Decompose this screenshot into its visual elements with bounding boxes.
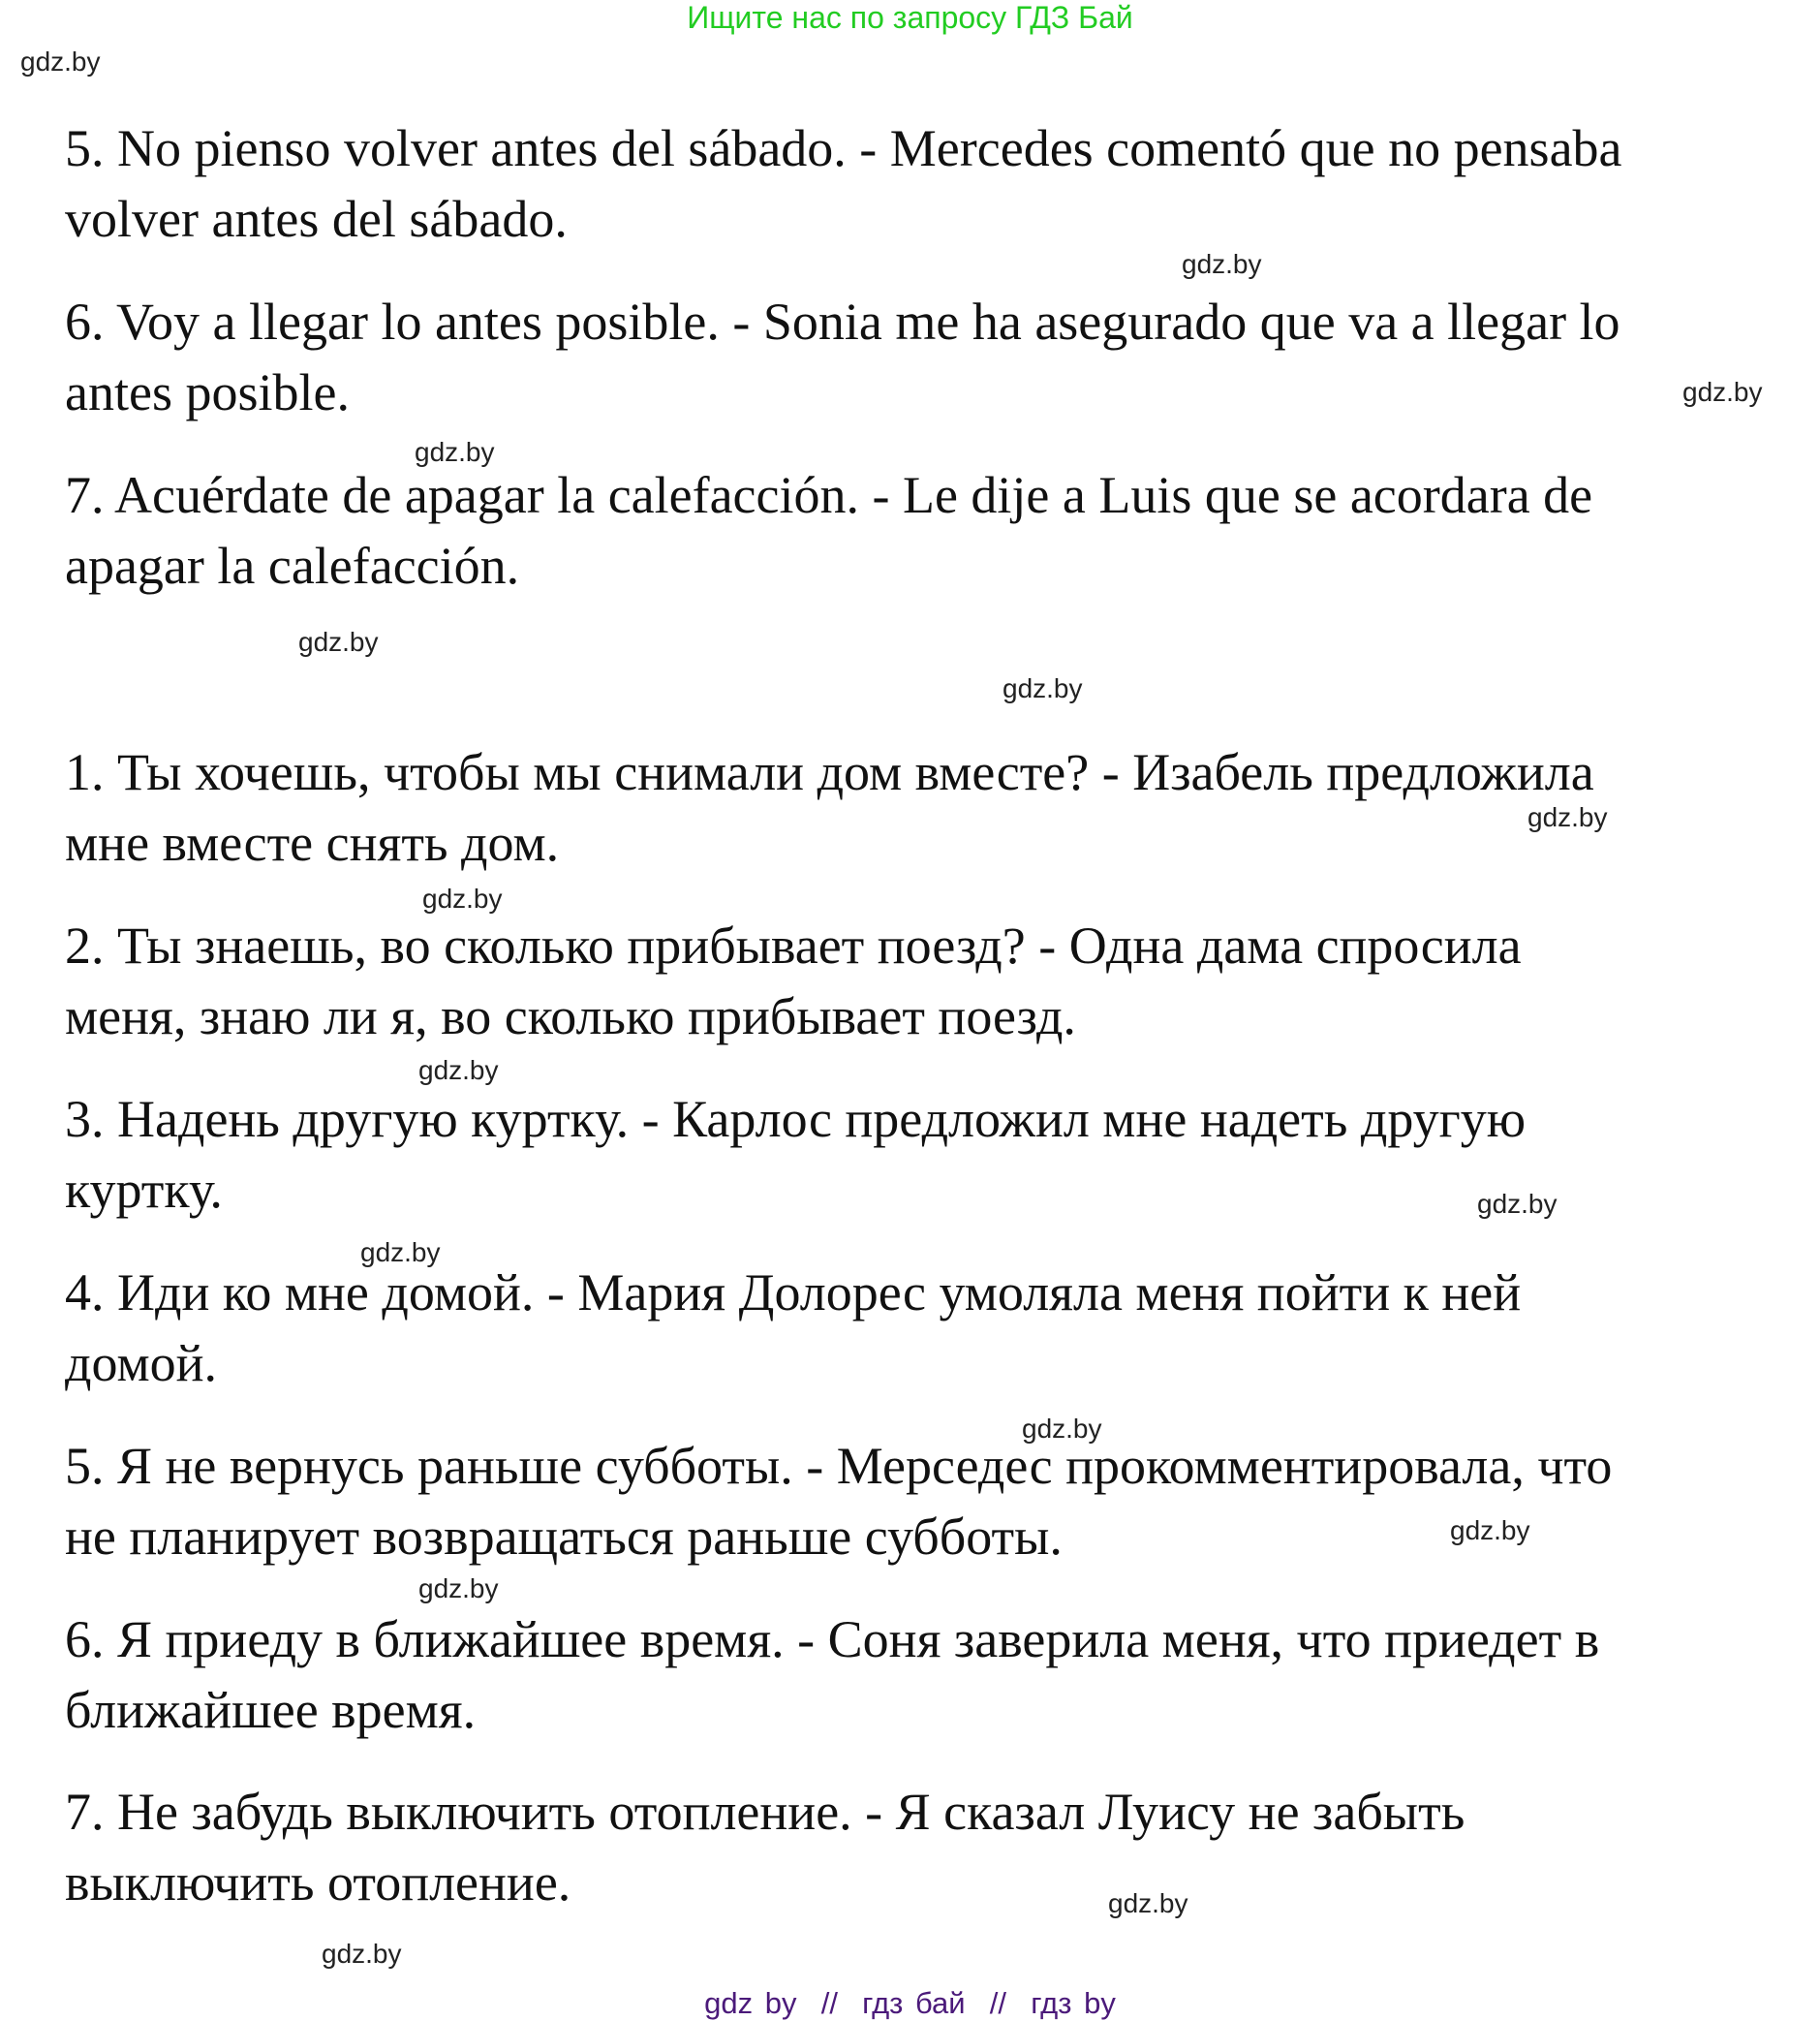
paragraph-es-6 — [65, 287, 1799, 428]
watermark: gdz.by — [1022, 1414, 1102, 1444]
line: 3. Надень другую куртку. - Карлос предложил мне надеть другую — [65, 1090, 1527, 1148]
line: 7. Не забудь выключить отопление. - Я сказал Луису не забыть — [65, 1783, 1465, 1841]
watermark: gdz.by — [1182, 249, 1262, 279]
line: 6. Voy a llegar lo antes posible. - Sonia me ha asegurado que va a llegar lo — [65, 293, 1620, 351]
watermark: gdz.by — [1450, 1515, 1530, 1545]
watermark: gdz.by — [360, 1237, 441, 1267]
line: выключить отопление. — [65, 1853, 571, 1912]
watermark: gdz.by — [418, 1055, 499, 1085]
paragraph-ru-6 — [65, 1604, 1799, 1746]
watermark: gdz.by — [1527, 802, 1608, 832]
watermark: gdz.by — [1003, 673, 1083, 703]
line: куртку. — [65, 1161, 223, 1219]
line: 5. Я не вернусь раньше субботы. - Мерседес прокомментировала, что — [65, 1437, 1613, 1495]
paragraph-ru-5 — [65, 1431, 1799, 1572]
line: не планирует возвращаться раньше субботы. — [65, 1508, 1063, 1566]
line: antes posible. — [65, 363, 350, 421]
paragraph-ru-7 — [65, 1777, 1799, 1918]
paragraph-es-5 — [65, 113, 1799, 255]
line: 2. Ты знаешь, во сколько прибывает поезд? - Одна дама спросила — [65, 917, 1522, 975]
watermark: gdz.by — [415, 437, 495, 467]
watermark: gdz.by — [1682, 377, 1763, 407]
watermark: gdz.by — [422, 884, 503, 914]
line: 6. Я приеду в ближайшее время. - Соня заверила меня, что приедет в — [65, 1610, 1600, 1668]
watermark: gdz.by — [418, 1573, 499, 1603]
paragraph-ru-2 — [65, 911, 1799, 1052]
paragraph-ru-4 — [65, 1258, 1799, 1399]
search-banner[interactable]: Ищите нас по запросу ГДЗ Бай — [687, 0, 1133, 35]
line: ближайшее время. — [65, 1681, 477, 1739]
paragraph-es-7 — [65, 460, 1799, 602]
line: 7. Acuérdate de apagar la calefacción. - Le dije a Luis que se acordara de — [65, 466, 1593, 524]
watermark: gdz.by — [1477, 1189, 1558, 1219]
line: 4. Иди ко мне домой. - Мария Долорес умоляла меня пойти к ней — [65, 1263, 1522, 1321]
watermark: gdz.by — [322, 1939, 402, 1969]
line: мне вместе снять дом. — [65, 814, 560, 872]
footer-links[interactable]: gdz by // гдз бай // гдз by — [704, 1986, 1116, 2020]
line: 5. No pienso volver antes del sábado. - Mercedes comentó que no pensaba — [65, 119, 1622, 177]
watermark: gdz.by — [298, 627, 379, 657]
line: 1. Ты хочешь, чтобы мы снимали дом вместе? - Изабель предложила — [65, 743, 1594, 801]
watermark: gdz.by — [1108, 1888, 1188, 1918]
watermark: gdz.by — [20, 47, 101, 77]
line: apagar la calefacción. — [65, 537, 520, 595]
line: меня, знаю ли я, во сколько прибывает поезд. — [65, 987, 1076, 1045]
line: volver antes del sábado. — [65, 190, 568, 248]
line: домой. — [65, 1334, 218, 1392]
